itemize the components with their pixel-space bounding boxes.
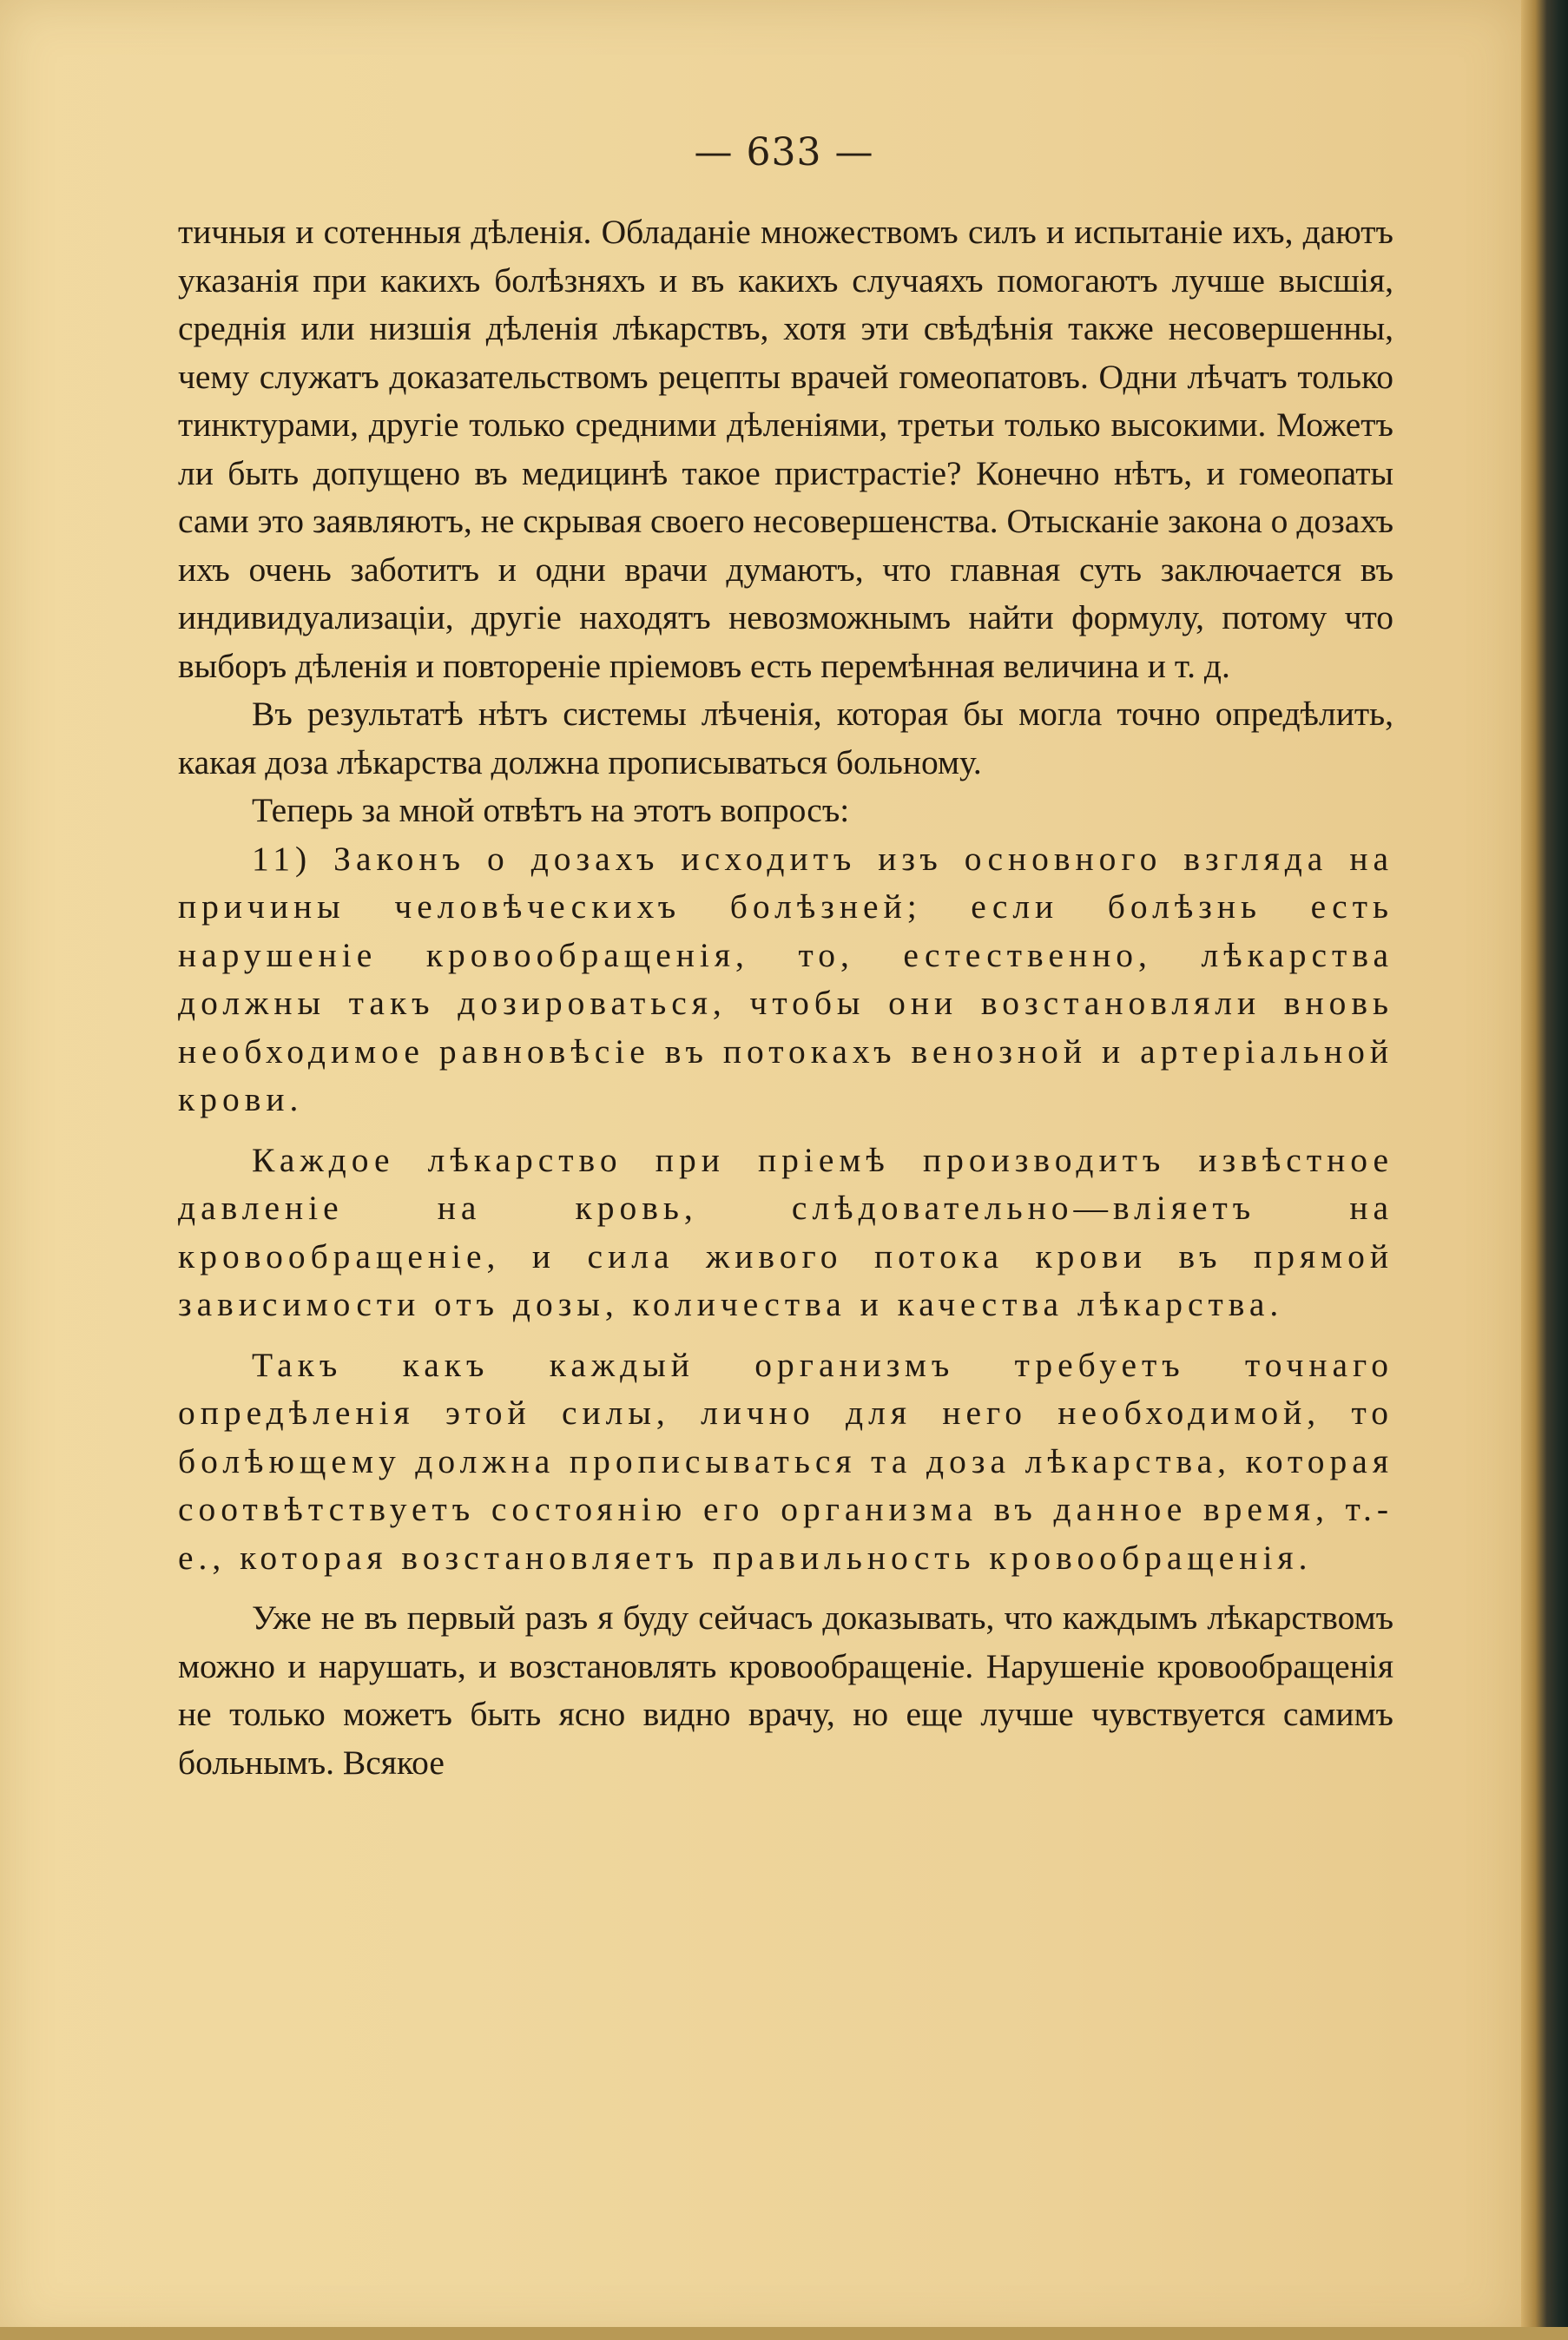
page-number: — 633 — (694, 130, 874, 175)
paragraph-each-medicine: Каждое лѣкарство при пріемѣ производитъ извѣстное давленіе на кровь, слѣдовательно—вліяетъ на кровообращеніе, и сила живого потока крови въ прямой зависимости отъ дозы, количества и качества лѣкарства. (178, 1140, 1393, 1323)
page-bottom-edge (0, 2327, 1568, 2340)
paragraph-answer-intro: Теперь за мной отвѣтъ на этотъ вопросъ: (252, 791, 850, 829)
page-text (178, 208, 1393, 1787)
paragraph-result: Въ результатѣ нѣтъ системы лѣченія, которая бы могла точно опредѣлить, какая доза лѣкарства должна прописываться больному. (178, 695, 1393, 781)
paragraph-not-first-time: Уже не въ первый разъ я буду сейчасъ доказывать, что каждымъ лѣкарствомъ можно и нарушать, и возстановлять кровообращеніе. Нарушеніе кровообращенія не только можетъ быть ясно видно врачу, но еще лучше чувствуется самимъ больнымъ. Всякое (178, 1598, 1393, 1782)
paragraph-continuation: тичныя и сотенныя дѣленія. Обладаніе множествомъ силъ и испытаніе ихъ, даютъ указанія при какихъ болѣзняхъ и въ какихъ случаяхъ помогаютъ лучше высшія, среднія или низшія дѣленія лѣкарствъ, хотя эти свѣдѣнія также несовершенны, чему служатъ доказательствомъ рецепты врачей гомеопатовъ. Одни лѣчатъ только тинктурами, другіе только средними дѣленіями, третьи только высокими. Можетъ ли быть допущено въ медицинѣ такое пристрастіе? Конечно нѣтъ, и гомеопаты сами это заявляютъ, не скрывая своего несовершенства. Отысканіе закона о дозахъ ихъ очень заботитъ и одни врачи думаютъ, что главная суть заключается въ индивидуализаціи, другіе находятъ невозможнымъ найти формулу, потому что выборъ дѣленія и повтореніе пріемовъ есть перемѣнная величина и т. д. (178, 213, 1393, 685)
paragraph-law-of-doses: 11) Законъ о дозахъ исходитъ изъ основного взгляда на причины человѣческихъ болѣзней; если болѣзнь есть нарушеніе кровообращенія, то, естественно, лѣкарства должны такъ дозироваться, чтобы они возстановляли вновь необходимое равновѣсіе въ потокахъ венозной и артеріальной крови. (178, 839, 1393, 1118)
book-edge (1521, 0, 1568, 2340)
paragraph-each-organism: Такъ какъ каждый организмъ требуетъ точнаго опредѣленія этой силы, лично для него необходимой, то болѣющему должна прописываться та доза лѣкарства, которая соотвѣтствуетъ состоянію его организма въ данное время, т.-е., которая возстановляетъ правильность кровообращенія. (178, 1345, 1393, 1577)
